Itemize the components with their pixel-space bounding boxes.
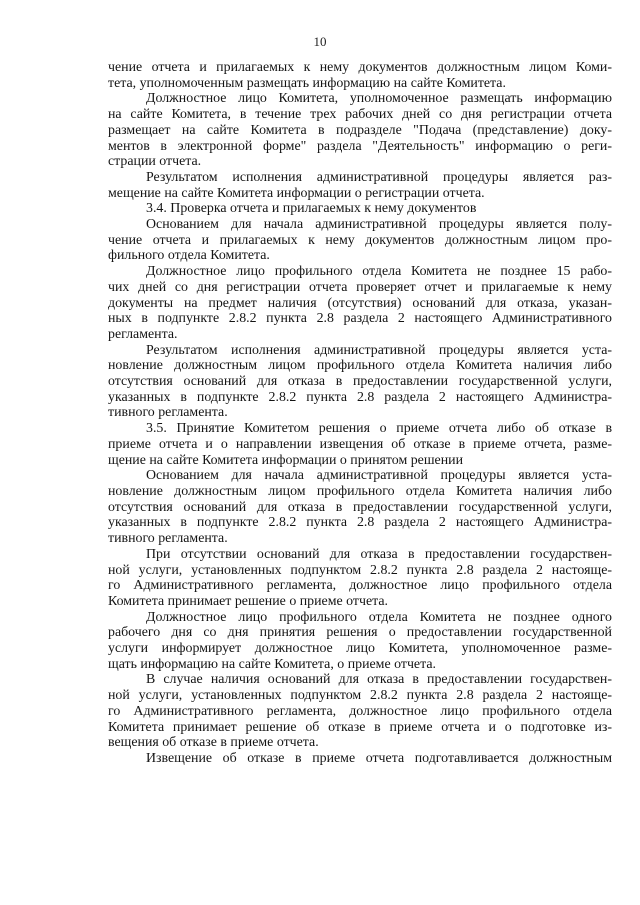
text-line: отсутствия оснований для отказа в предоставлении государственной услуги, [108,499,612,515]
text-line: мещение на сайте Комитета информации о регистрации отчета. [108,185,485,201]
text-line: страции отчета. [108,154,202,170]
text-line: 3.4. Проверка отчета и прилагаемых к нему документов [146,201,477,217]
paragraph [108,547,612,610]
document-body [108,60,612,767]
text-line: размещает на сайте Комитета в подразделе "Подача (представление) доку- [108,122,612,138]
text-line: чение отчета и прилагаемых к нему документов должностным лицом про- [108,232,612,248]
text-line: Должностное лицо профильного отдела Комитета не позднее 15 рабо- [146,264,612,280]
paragraph [108,201,612,217]
text-line: регламента. [108,326,178,342]
paragraph [108,170,612,201]
text-line: указанных в подпункте 2.8.2 пункта 2.8 раздела 2 настоящего Администра- [108,389,612,405]
text-line: новление должностным лицом профильного отдела Комитета наличия либо [108,483,612,499]
text-line: В случае наличия оснований для отказа в предоставлении государствен- [146,672,612,688]
text-line: ментов в электронной форме" раздела "Деятельность" информацию о реги- [108,138,612,154]
text-line: го Административного регламента, должностное лицо профильного отдела [108,578,612,594]
text-line: фильного отдела Комитета. [108,248,270,264]
text-line: Комитета принимает решение об отказе в приеме отчета и о подготовке из- [108,719,612,735]
text-line: услуги информирует должностное лицо Комитета, уполномоченное разме- [108,641,612,657]
text-line: Должностное лицо профильного отдела Комитета не позднее одного [146,609,612,625]
page-number: 10 [313,34,327,49]
text-line: щение на сайте Комитета информации о принятом решении [108,452,464,468]
text-line: Должностное лицо Комитета, уполномоченное размещать информацию [146,91,612,107]
text-line: чих дней со дня регистрации отчета проверяет отчет и прилагаемые к нему [108,279,612,295]
paragraph [108,60,612,91]
text-line: го Административного регламента, должностное лицо профильного отдела [108,703,612,719]
text-line: отсутствия оснований для отказа в предоставлении государственной услуги, [108,374,612,390]
text-line: ной услуги, установленных подпунктом 2.8.2 пункта 2.8 раздела 2 настояще- [108,562,612,578]
text-line: новление должностным лицом профильного отдела Комитета наличия либо [108,358,612,374]
paragraph [108,91,612,170]
text-line: ной услуги, установленных подпунктом 2.8.2 пункта 2.8 раздела 2 настояще- [108,688,612,704]
text-line: на сайте Комитета, в течение трех рабочих дней со дня регистрации отчета [108,107,612,123]
text-line: Результатом исполнения административной процедуры является уста- [146,342,612,358]
text-line: тета, уполномоченным размещать информацию на сайте Комитета. [108,75,506,91]
paragraph [108,610,612,673]
text-line: ных в подпункте 2.8.2 пункта 2.8 раздела 2 настоящего Административного [108,311,612,327]
text-line: чение отчета и прилагаемых к нему документов должностным лицом Коми- [108,60,612,75]
paragraph [108,217,612,264]
text-line: тивного регламента. [108,405,228,421]
text-line: тивного регламента. [108,531,228,547]
text-line: Основанием для начала административной процедуры является полу- [146,217,612,233]
text-line: вещения об отказе в приеме отчета. [108,735,319,751]
text-line: документы на предмет наличия (отсутствия) оснований для отказа, указан- [108,295,612,311]
text-line: приеме отчета и о направлении извещения об отказе в приеме отчета, разме- [108,436,612,452]
text-line: Комитета принимает решение о приеме отчета. [108,593,389,609]
paragraph [108,343,612,422]
text-line: Извещение об отказе в приеме отчета подготавливается должностным [146,750,612,766]
text-line: Основанием для начала административной процедуры является уста- [146,468,612,484]
text-line: Результатом исполнения административной процедуры является раз- [146,169,612,185]
text-line: При отсутствии оснований для отказа в предоставлении государствен- [146,546,612,562]
paragraph [108,421,612,468]
text-line: указанных в подпункте 2.8.2 пункта 2.8 раздела 2 настоящего Администра- [108,515,612,531]
text-line: 3.5. Принятие Комитетом решения о приеме отчета либо об отказе в [146,421,612,437]
paragraph [108,468,612,547]
paragraph [108,751,612,767]
paragraph [108,672,612,751]
text-line: щать информацию на сайте Комитета, о приеме отчета. [108,656,436,672]
paragraph [108,264,612,343]
text-line: рабочего дня со дня принятия решения о предоставлении государственной [108,625,612,641]
